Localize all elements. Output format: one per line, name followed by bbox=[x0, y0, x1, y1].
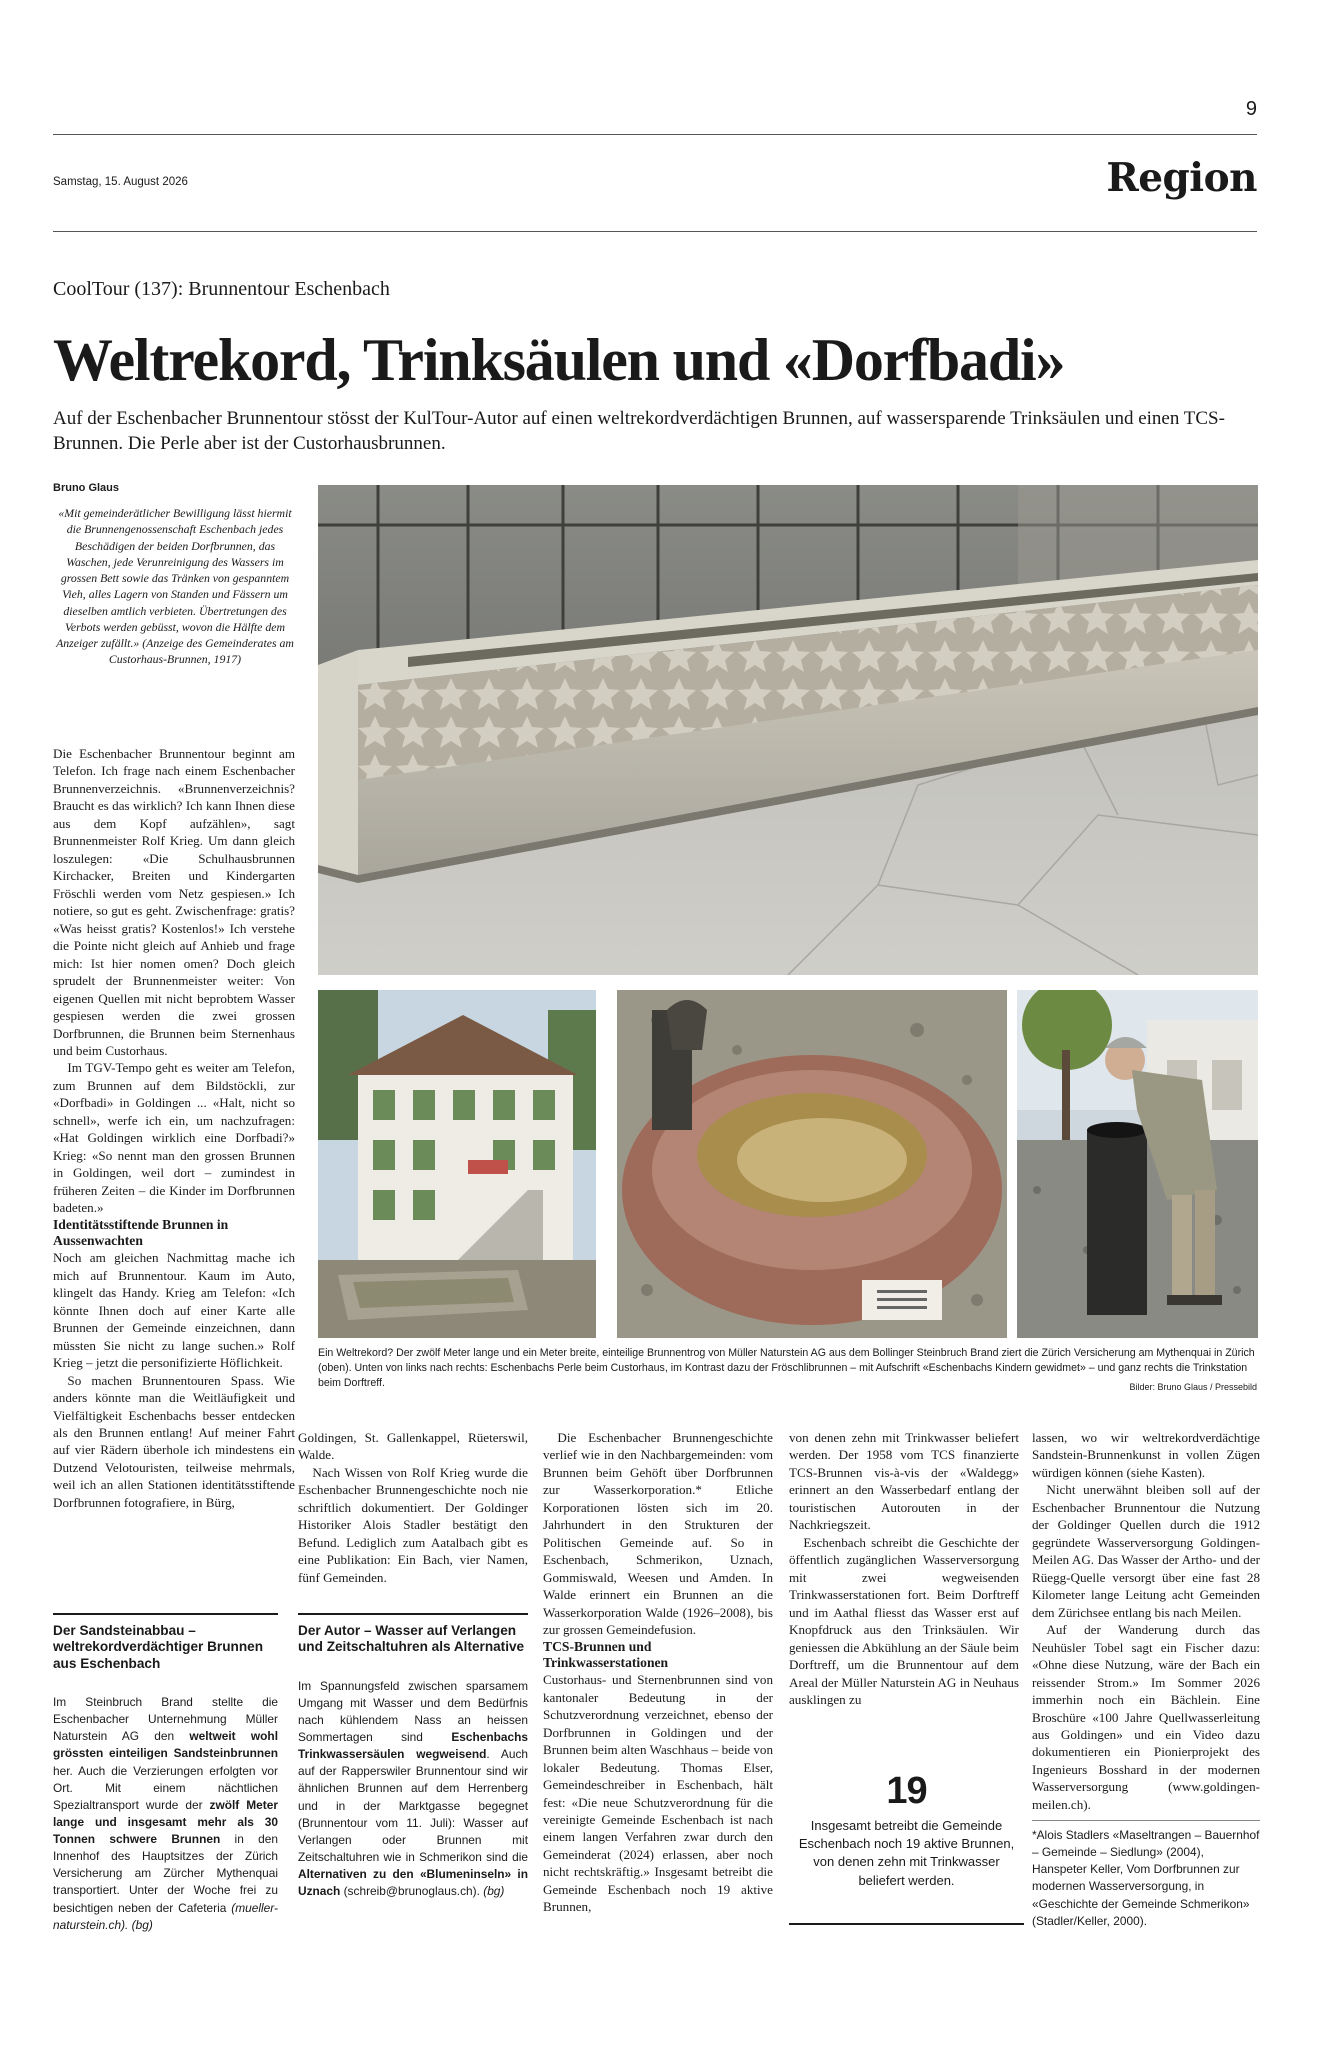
body-paragraph: Nach Wissen von Rolf Krieg wurde die Eschenbacher Brunnengeschichte noch nie schriftlich dokumentiert. Der Goldinger Historiker Alois Stadler bestätigt den Befund. Lediglich zum Aatalbach gibt es eine Publikation: Ein Bach, vier Namen, fünf Gemeinden. bbox=[298, 1464, 528, 1585]
section-title: Region bbox=[1106, 155, 1257, 201]
body-paragraph: So machen Brunnentouren Spass. Wie anders könnte man die Weitläufigkeit und Vielfältigkeit Eschenbachs besser entdecken als den Brunnen entlang! Auf meiner Fahrt auf vier Rädern überhole ich mindestens ein Dutzend Velotouristen, teilweise mehrmals, weil ich an allen Stationen identitätsstiftende Dorfbrunnen fotografiere, in Bürg, bbox=[53, 1372, 295, 1510]
body-paragraph: Im TGV-Tempo geht es weiter am Telefon, zum Brunnen auf dem Bildstöckli, zur «Dorfbadi» in Goldingen ... «Halt, nicht so schnell», werfe ich ein, um nachzufragen: «Hat Goldingen wirklich eine Dorfbadi?» Krieg: «So nennt man den grossen Brunnen in Goldingen, weil dort – zumindest in früheren Zeiten – die Kinder im Dorfbrunnen badeten.» bbox=[53, 1060, 295, 1216]
author-byline: Bruno Glaus bbox=[53, 482, 120, 494]
box-title: Der Autor – Wasser auf Verlangen und Zeitschaltuhren als Alternative bbox=[298, 1623, 525, 1655]
photo-drinking-station bbox=[1017, 990, 1258, 1338]
main-photo-fountain-trough bbox=[318, 485, 1258, 975]
body-column-2 bbox=[298, 1429, 528, 1586]
fact-number: 19 bbox=[886, 1770, 927, 1812]
body-column-5 bbox=[1032, 1429, 1260, 1813]
photo-froeschli-fountain bbox=[617, 990, 1007, 1338]
article-lead: Auf der Eschenbacher Brunnentour stösst der KulTour-Autor auf einen weltrekordverdächtigen Brunnen, auf wassersparende Trinksäulen und einen TCS-Brunnen. Die Perle aber ist der Custorhausbrunnen. bbox=[53, 408, 1225, 454]
body-paragraph: von denen zehn mit Trinkwasser beliefert werden. Der 1958 vom TCS finanzierte TCS-Brunnen vis-à-vis der «Waldegg» erinnert an den Wasserbedarf entlang der touristischen Autorouten in der Nachkriegszeit. bbox=[789, 1430, 1019, 1533]
box-body: Im Spannungsfeld zwischen sparsamem Umgang mit Wasser und dem Bedürfnis nach kühlendem Nass an heissen Sommertagen sind Eschenbachs Trinkwassersäulen wegweisend. Auch auf der Rapperswiler Brunnentour sind wir ähnlichen Brunnen auf dem Herrenberg und in der Marktgasse begegnet (Brunnentour vom 11. Juli): Wasser auf Verlangen oder Brunnen mit Zeitschaltuhren wie in Schmerikon sind die Alternativen zu den «Blumeninseln» in Uznach (schreib@brunoglaus.ch). (bg) bbox=[298, 1678, 528, 1899]
body-column-1 bbox=[53, 745, 295, 1511]
box-rule bbox=[53, 1613, 278, 1615]
article-kicker: CoolTour (137): Brunnentour Eschenbach bbox=[53, 278, 390, 300]
body-paragraph: Auf der Wanderung durch das Neuhüsler Tobel sagt ein Fischer dazu: «Ohne diese Nutzung, wäre der Bach ein reissender Strom.» Im Sommer 2026 immerhin noch ein Bächlein. Eine Broschüre «100 Jahre Quellwasserleitung aus Goldingen» und ein Video dazu dokumentieren ein Pionierprojekt des Ingenieurs Bosshard in der modernen Wasserversorgung (www.goldingen-meilen.ch). bbox=[1032, 1622, 1260, 1812]
header-rule bbox=[53, 134, 1257, 135]
body-paragraph: Die Eschenbacher Brunnengeschichte verlief wie in den Nachbargemeinden: vom Brunnen beim Gehöft über Dorfbrunnen zur Wasserkorporation.* Etliche Korporationen lösten sich im 20. Jahrhundert in den Strukturen der Politischen Gemeinde auf. So in Eschenbach, Schmerikon, Uznach, Gommiswald, Weesen und Amden. In Walde erinnert ein Brunnen an die Wasserkorporation Walde (1926–2008), bis zur grossen Gemeindefusion. bbox=[543, 1430, 773, 1638]
issue-date: Samstag, 15. August 2026 bbox=[53, 176, 188, 188]
box-title: Der Sandsteinabbau – weltrekordverdächtiger Brunnen aus Eschenbach bbox=[53, 1623, 263, 1671]
fact-box bbox=[789, 1770, 1024, 1890]
article-headline: Weltrekord, Trinksäulen und «Dorfbadi» bbox=[53, 327, 1065, 393]
body-subheading: Identitätsstiftende Brunnen in Aussenwachten bbox=[53, 1216, 229, 1248]
body-paragraph: Goldingen, St. Gallenkappel, Rüeterswil, Walde. bbox=[298, 1430, 528, 1463]
body-subheading: TCS-Brunnen und Trinkwasserstationen bbox=[543, 1638, 669, 1670]
body-paragraph: Die Eschenbacher Brunnentour beginnt am Telefon. Ich frage nach einem Eschenbacher Brunnenverzeichnis. «Brunnenverzeichnis? Braucht es das wirklich? Ich kann Ihnen diese aus dem Kopf aufzählen», sagt Brunnenmeister Rolf Krieg. Um dann gleich loszulegen: «Die Schulhausbrunnen Kirchacker, Breiten und Kindergarten Fröschli werden vom Netz gespiesen.» Ich notiere, so gut es geht. Zwischenfrage: gratis? «Was heisst gratis? Kostenlos!» Ich verstehe die Pointe nicht gleich auf Anhieb und frage mich: Ist hier nomen omen? Doch gleich sprudelt der Brunnenmeister weiter: Von eigenen Quellen mit nicht beprobtem Wasser gespiesen werden die zwei grossen Dorfbrunnen, die Brunnen beim Sternenhaus und beim Custorhaus. bbox=[53, 746, 295, 1058]
pull-quote: «Mit gemeinderätlicher Bewilligung lässt hiermit die Brunnengenossenschaft Eschenbach jedes Beschädigen der beiden Dorfbrunnen, das Waschen, jede Verunreinigung des Wassers im grossen Bett sowie das Tränken von gespanntem Vieh, alles Lagern von Standen und Fässern um dieselben amtlich verbieten. Übertretungen des Verbots werden gebüsst, wovon die Hälfte dem Anzeiger zufällt.» (Anzeige des Gemeinderates am Custorhaus-Brunnen, 1917) bbox=[56, 506, 294, 667]
body-paragraph: Eschenbach schreibt die Geschichte der öffentlich zugänglichen Wasserversorgung mit zwei wegweisenden Trinkwasserstationen fort. Beim Dorftreff und im Aathal fliesst das Wasser erst auf Knopfdruck aus den Trinksäulen. Wir geniessen die Abkühlung an der Säule beim Dorftreff, um die Brunnentour auf dem Areal der Müller Naturstein AG in Neuhaus ausklingen zu bbox=[789, 1534, 1019, 1708]
body-paragraph: Nicht unerwähnt bleiben soll auf der Eschenbacher Brunnentour die Nutzung der Goldinger Quellen durch die 1912 gegründete Wasserversorgung Goldingen-Meilen AG. Das Wasser der Artho- und der Rüegg-Quelle versorgt über eine fast 28 Kilometer lange Leitung acht Gemeinden dem Zürichsee entlang bis nach Meilen. bbox=[1032, 1482, 1260, 1620]
body-paragraph: Noch am gleichen Nachmittag mache ich mich auf Brunnentour. Kaum im Auto, klingelt das Handy. Krieg am Telefon: «Ich könnte Ihnen doch auf einer Karte alle Brunnen der Gemeinde einzeichnen, dann müssten Sie nicht zu lange suchen.» Rolf Krieg – jetzt die personifizierte Höflichkeit. bbox=[53, 1250, 295, 1371]
box-body: Im Steinbruch Brand stellte die Eschenbacher Unternehmung Müller Naturstein AG den weltweit wohl grössten einteiligen Sandsteinbrunnen her. Auch die Verzierungen erfolgten vor Ort. Mit einem nächtlichen Spezialtransport wurde der zwölf Meter lange und insgesamt mehr als 30 Tonnen schwere Brunnen in den Innenhof des Hauptsitzes der Zürich Versicherung am Zürcher Mythenquai transportiert. Unter der Woche frei zu besichtigen neben der Cafeteria (mueller-naturstein.ch). (bg) bbox=[53, 1694, 279, 1932]
info-box-sandstone bbox=[53, 1613, 278, 1934]
page-number: 9 bbox=[1245, 98, 1257, 120]
photo-caption: Ein Weltrekord? Der zwölf Meter lange und ein Meter breite, einteilige Brunnentrog von Müller Naturstein AG aus dem Bollinger Steinbruch Brand ziert die Zürich Versicherung am Mythenquai in Zürich (oben). Unten von links nach rechts: Eschenbachs Perle beim Custorhaus, im Kontrast dazu der Fröschlibrunnen – mit Aufschrift «Eschenbachs Kindern gewidmet» – und ganz rechts die Trinkstation beim Dorftreff. bbox=[318, 1347, 1255, 1390]
section-rule bbox=[53, 231, 1257, 232]
body-paragraph: Custorhaus- und Sternenbrunnen sind von kantonaler Bedeutung in der Schutzverordnung verzeichnet, ebenso der Dorfbrunnen in Goldingen und der Brunnen beim alten Waschhaus – beide von lokaler Bedeutung. Thomas Elser, Gemeindeschreiber in Eschenbach, hält fest: «Die neue Schutzverordnung für die vereinigte Gemeinde Eschenbach ist nach einem langen Verfahren zwar durch den Gemeinderat (2024) erlassen, aber noch nicht rechtskräftig.» Insgesamt betreibt die Gemeinde Eschenbach noch 19 aktive Brunnen, bbox=[543, 1672, 773, 1915]
fact-rule bbox=[789, 1923, 1024, 1925]
info-box-author bbox=[298, 1613, 528, 1900]
photo-credit: Bilder: Bruno Glaus / Pressebild bbox=[1129, 1382, 1257, 1392]
body-column-4 bbox=[789, 1429, 1019, 1709]
fact-text: Insgesamt betreibt die Gemeinde Eschenbach noch 19 aktive Brunnen, von denen zehn mit Trinkwasser beliefert werden. bbox=[798, 1818, 1015, 1888]
footnote: *Alois Stadlers «Maseltrangen – Bauernhof – Gemeinde – Siedlung» (2004), Hanspeter Keller, Vom Dorfbrunnen zur modernen Wasserversorgung, in «Geschichte der Gemeinde Schmerikon» (Stadler/Keller, 2000). bbox=[1032, 1820, 1260, 1930]
body-paragraph: lassen, wo wir weltrekordverdächtige Sandstein-Brunnenkunst in vollen Zügen würdigen können (siehe Kasten). bbox=[1032, 1430, 1260, 1480]
box-rule bbox=[298, 1613, 528, 1615]
photo-custorhaus-fountain bbox=[318, 990, 596, 1338]
body-column-3 bbox=[543, 1429, 773, 1916]
